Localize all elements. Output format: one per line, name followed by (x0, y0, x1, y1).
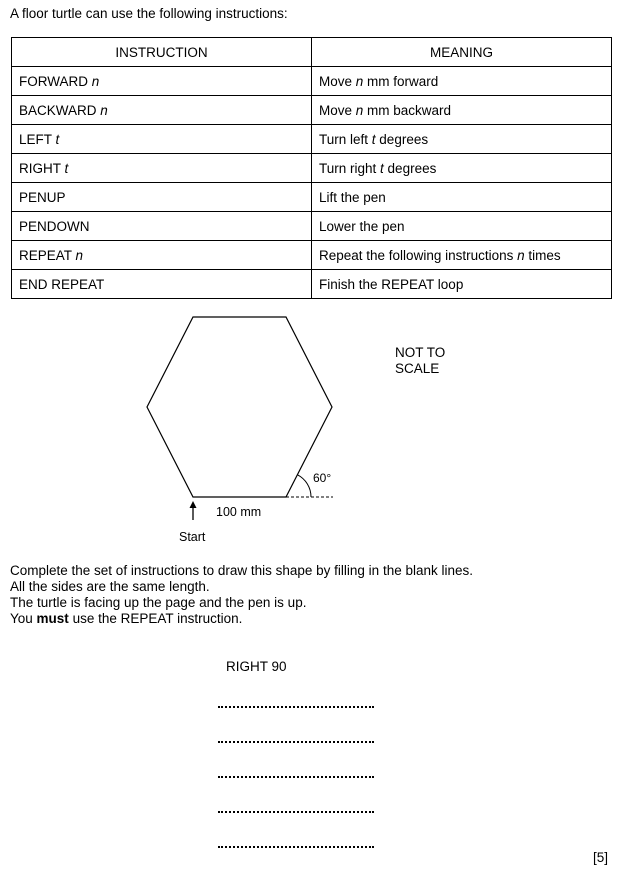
meaning-argument: t (380, 160, 384, 176)
instruction-argument: t (64, 160, 69, 176)
instruction-cell (12, 67, 312, 96)
instruction-command: LEFT (19, 131, 52, 147)
start-arrow-head (190, 501, 197, 508)
meaning-text-end: mm forward (363, 73, 439, 89)
instruction-command: REPEAT (19, 247, 72, 263)
meaning-cell (312, 67, 612, 96)
task-line-4-pre: You (10, 611, 37, 626)
instruction-argument: n (75, 247, 84, 263)
table-row (12, 212, 612, 241)
task-line-1: Complete the set of instructions to draw this shape by filling in the blank lines. (10, 563, 473, 578)
instruction-argument: n (100, 102, 108, 118)
answer-blank-line[interactable] (218, 706, 374, 708)
meaning-text: Lower the pen (319, 218, 405, 234)
start-label: Start (179, 530, 206, 544)
hexagon-shape (147, 317, 332, 497)
table-row (12, 67, 612, 96)
instruction-cell (12, 125, 312, 154)
meaning-cell (312, 212, 612, 241)
table-row (12, 241, 612, 270)
instruction-cell (12, 270, 312, 299)
not-to-scale-note (395, 345, 445, 377)
meaning-text: Turn left (319, 131, 372, 147)
instruction-command: FORWARD (19, 73, 88, 89)
meaning-text-end: degrees (375, 131, 429, 147)
meaning-argument: n (355, 102, 364, 118)
answer-blank-line[interactable] (218, 846, 374, 848)
instruction-argument: t (55, 131, 60, 147)
meaning-cell (312, 270, 612, 299)
meaning-text-end: mm backward (363, 102, 452, 118)
instruction-cell (12, 96, 312, 125)
marks-label: [5] (593, 850, 609, 865)
task-line-4-bold: must (36, 611, 69, 626)
instruction-cell (12, 183, 312, 212)
task-line-4-post: use the REPEAT instruction. (68, 611, 243, 626)
task-instructions (10, 563, 473, 627)
task-line-2: All the sides are the same length. (10, 579, 210, 594)
meaning-text: Repeat the following instructions (319, 247, 518, 263)
table-row (12, 96, 612, 125)
answer-blank-line[interactable] (218, 776, 374, 778)
intro-text: A floor turtle can use the following instructions: (10, 6, 288, 21)
meaning-text-end: degrees (383, 160, 437, 176)
task-line-4 (10, 611, 473, 627)
instruction-command: END REPEAT (19, 276, 105, 292)
instruction-command: RIGHT (19, 160, 61, 176)
table-header-row (12, 38, 612, 67)
side-length-label: 100 mm (216, 505, 262, 519)
instruction-argument: n (91, 73, 100, 89)
meaning-text: Move (319, 102, 356, 118)
instruction-cell (12, 212, 312, 241)
meaning-text: Turn right (319, 160, 381, 176)
task-line-3: The turtle is facing up the page and the pen is up. (10, 595, 307, 610)
meaning-cell (312, 96, 612, 125)
meaning-argument: t (371, 131, 376, 147)
meaning-text: Move (319, 73, 356, 89)
header-instruction: INSTRUCTION (12, 38, 312, 67)
answer-first-line: RIGHT 90 (226, 659, 287, 674)
instruction-cell (12, 154, 312, 183)
answer-blank-line[interactable] (218, 741, 374, 743)
instruction-command: BACKWARD (19, 102, 97, 118)
meaning-text: Lift the pen (319, 189, 386, 205)
meaning-argument: n (355, 73, 364, 89)
meaning-argument: n (517, 247, 525, 263)
instruction-command: PENDOWN (19, 218, 90, 234)
table-row (12, 270, 612, 299)
meaning-cell (312, 154, 612, 183)
not-to-scale-line-2: SCALE (395, 361, 440, 376)
meaning-cell (312, 125, 612, 154)
meaning-text-end: times (524, 247, 561, 263)
not-to-scale-line-1: NOT TO (395, 345, 446, 360)
instruction-cell (12, 241, 312, 270)
angle-arc (297, 475, 311, 497)
hexagon-figure (0, 305, 619, 550)
header-meaning: MEANING (312, 38, 612, 67)
instruction-command: PENUP (19, 189, 66, 205)
instruction-table (11, 37, 612, 299)
meaning-text: Finish the REPEAT loop (319, 276, 464, 292)
meaning-cell (312, 183, 612, 212)
table-row (12, 125, 612, 154)
meaning-cell (312, 241, 612, 270)
angle-label: 60° (313, 471, 332, 485)
table-row (12, 154, 612, 183)
table-row (12, 183, 612, 212)
answer-blank-line[interactable] (218, 811, 374, 813)
